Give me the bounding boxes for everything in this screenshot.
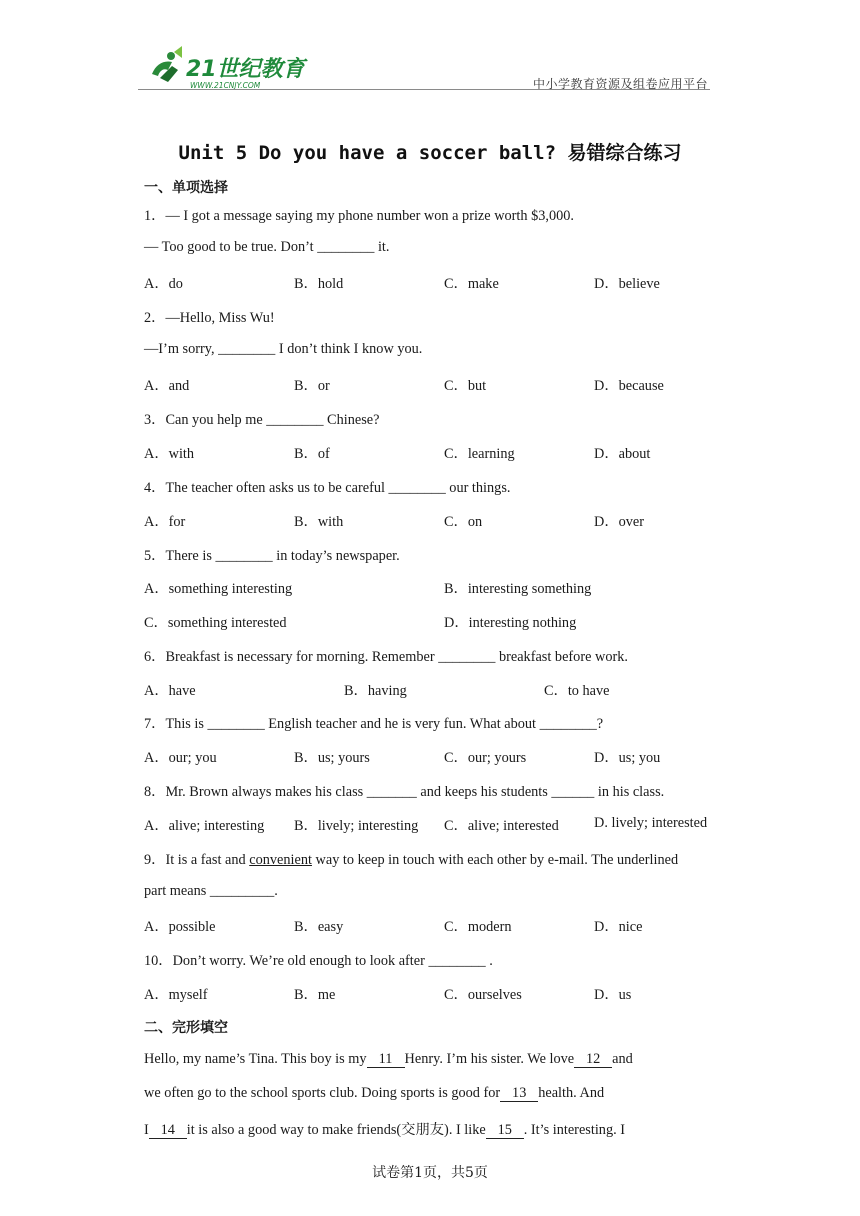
cloze-text: Henry. I’m his sister. We love xyxy=(404,1051,575,1067)
cloze-text: health. And xyxy=(538,1085,605,1101)
question-1-line-1: 1．— I got a message saying my phone number won a prize worth $3,000. xyxy=(144,208,575,224)
question-6-option-a[interactable]: A．have xyxy=(144,683,196,699)
question-8-option-c[interactable]: C．alive; interested xyxy=(444,818,559,834)
question-4-option-a[interactable]: A．for xyxy=(144,514,186,530)
question-5-option-b[interactable]: B．interesting something xyxy=(444,581,592,597)
question-9-option-d[interactable]: D．nice xyxy=(594,919,643,935)
svg-text:21世纪教育: 21世纪教育 xyxy=(186,57,305,82)
question-6-option-b[interactable]: B．having xyxy=(344,683,407,699)
question-10-option-a[interactable]: A．myself xyxy=(144,987,208,1003)
question-10-line-1: 10．Don’t worry. We’re old enough to look after ________ . xyxy=(144,953,493,969)
question-9-line-1 xyxy=(144,849,678,869)
question-9-option-a[interactable]: A．possible xyxy=(144,919,216,935)
question-1-option-a[interactable]: A．do xyxy=(144,276,183,292)
question-3-option-b[interactable]: B．of xyxy=(294,446,330,462)
cloze-line-1 xyxy=(144,1051,633,1068)
cloze-text: Hello, my name’s Tina. This boy is my xyxy=(144,1051,367,1067)
header-divider xyxy=(138,89,710,90)
question-7-option-c[interactable]: C．our; yours xyxy=(444,750,527,766)
question-1-line-2: — Too good to be true. Don’t ________ it. xyxy=(144,239,390,255)
cloze-line-2 xyxy=(144,1085,604,1102)
question-8-line-1: 8．Mr. Brown always makes his class _______ and keeps his students ______ in his class. xyxy=(144,784,665,800)
question-9-line-2: part means _________. xyxy=(144,883,278,899)
cloze-blank-12[interactable]: 12 xyxy=(574,1052,612,1068)
question-4-option-d[interactable]: D．over xyxy=(594,514,645,530)
question-4-option-b[interactable]: B．with xyxy=(294,514,344,530)
question-2-option-a[interactable]: A．and xyxy=(144,378,190,394)
question-1-option-d[interactable]: D．believe xyxy=(594,276,660,292)
question-4-option-c[interactable]: C．on xyxy=(444,514,483,530)
question-4-line-1: 4．The teacher often asks us to be careful ________ our things. xyxy=(144,480,511,496)
cloze-blank-11[interactable]: 11 xyxy=(367,1052,405,1068)
question-1-option-b[interactable]: B．hold xyxy=(294,276,344,292)
question-5-option-c[interactable]: C．something interested xyxy=(144,615,287,631)
question-5-option-a[interactable]: A．something interesting xyxy=(144,581,293,597)
question-5-option-d[interactable]: D．interesting nothing xyxy=(444,615,577,631)
section-heading-cloze: 二、完形填空 xyxy=(144,1020,228,1036)
question-2-line-2: —I’m sorry, ________ I don’t think I know you. xyxy=(144,341,423,357)
section-heading-single-choice: 一、单项选择 xyxy=(144,180,228,196)
cloze-blank-13[interactable]: 13 xyxy=(500,1086,538,1102)
cloze-text: and xyxy=(612,1051,633,1067)
question-1-option-c[interactable]: C．make xyxy=(444,276,499,292)
question-7-option-b[interactable]: B．us; yours xyxy=(294,750,370,766)
question-3-line-1: 3．Can you help me ________ Chinese? xyxy=(144,412,380,428)
question-2-line-1: 2．—Hello, Miss Wu! xyxy=(144,310,275,326)
question-3-option-d[interactable]: D．about xyxy=(594,446,651,462)
cloze-line-3 xyxy=(144,1119,625,1139)
question-8-option-b[interactable]: B．lively; interesting xyxy=(294,818,419,834)
question-8-option-d[interactable]: D. lively; interested xyxy=(594,815,708,831)
question-9-text-end: way to keep in touch with each other by e-mail. The underlined xyxy=(311,852,679,868)
question-9-text-start: 9．It is a fast and xyxy=(144,852,250,868)
question-8-option-a[interactable]: A．alive; interesting xyxy=(144,818,265,834)
cloze-text: . It’s interesting. I xyxy=(523,1122,626,1138)
svg-text:WWW.21CNJY.COM: WWW.21CNJY.COM xyxy=(190,81,261,90)
question-3-option-a[interactable]: A．with xyxy=(144,446,195,462)
cloze-text: I xyxy=(144,1122,149,1138)
question-3-option-c[interactable]: C．learning xyxy=(444,446,515,462)
page-header xyxy=(138,44,710,92)
question-9-option-b[interactable]: B．easy xyxy=(294,919,344,935)
cloze-blank-14[interactable]: 14 xyxy=(149,1123,187,1139)
cloze-text: we often go to the school sports club. Doing sports is good for xyxy=(144,1085,501,1101)
question-7-option-d[interactable]: D．us; you xyxy=(594,750,661,766)
question-9-underlined-word: convenient xyxy=(249,852,312,868)
platform-label: 中小学教育资源及组卷应用平台 xyxy=(532,77,708,91)
cloze-blank-15[interactable]: 15 xyxy=(486,1123,524,1139)
question-6-option-c[interactable]: C．to have xyxy=(544,683,610,699)
question-10-option-d[interactable]: D．us xyxy=(594,987,632,1003)
page-title: Unit 5 Do you have a soccer ball? 易错综合练习 xyxy=(178,142,682,164)
question-9-option-c[interactable]: C．modern xyxy=(444,919,512,935)
question-10-option-c[interactable]: C．ourselves xyxy=(444,987,522,1003)
question-7-option-a[interactable]: A．our; you xyxy=(144,750,217,766)
question-10-option-b[interactable]: B．me xyxy=(294,987,336,1003)
question-2-option-b[interactable]: B．or xyxy=(294,378,330,394)
question-6-line-1: 6．Breakfast is necessary for morning. Remember ________ breakfast before work. xyxy=(144,649,628,665)
cloze-text: it is also a good way to make friends(交朋友). I like xyxy=(186,1122,486,1138)
21cnjy-logo xyxy=(138,44,308,90)
question-2-option-d[interactable]: D．because xyxy=(594,378,664,394)
page-footer: 试卷第1页，共5页 xyxy=(372,1165,488,1181)
question-2-option-c[interactable]: C．but xyxy=(444,378,487,394)
question-7-line-1: 7．This is ________ English teacher and he is very fun. What about ________? xyxy=(144,716,604,732)
question-5-line-1: 5．There is ________ in today’s newspaper. xyxy=(144,548,400,564)
